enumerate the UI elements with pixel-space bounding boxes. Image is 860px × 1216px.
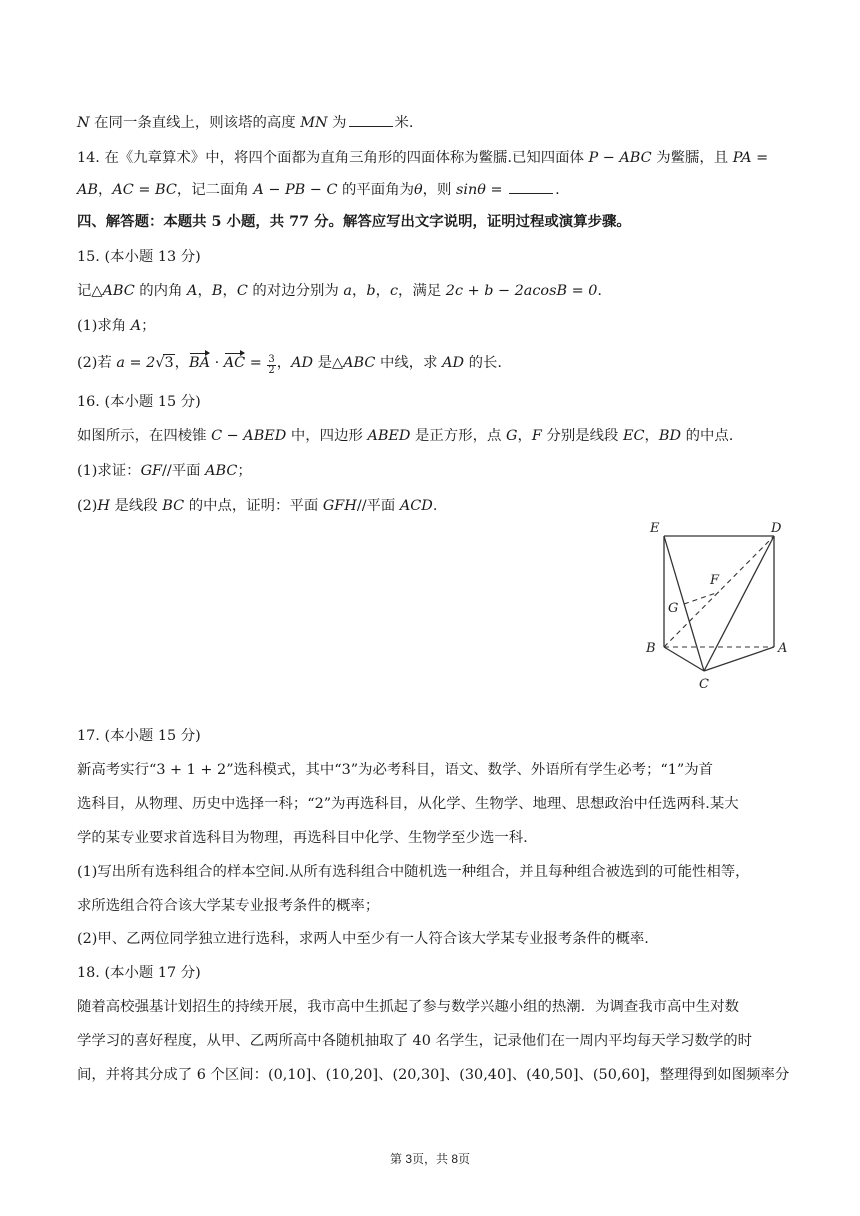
label-g: G (668, 601, 679, 616)
page-number: 第 3页，共 8页 (389, 1152, 471, 1166)
math: B (211, 283, 223, 299)
t: ，满足 (398, 283, 446, 299)
label-f: F (710, 573, 720, 588)
t: //平面 (356, 498, 400, 514)
q17-part-2: (2)甲、乙两位同学独立进行选科，求两人中至少有一人符合该大学某专业报考条件的概率. (77, 931, 649, 947)
t: ， (174, 355, 190, 371)
math: ABC (102, 283, 135, 299)
t: (1)求角 (77, 318, 131, 334)
math-n: N (77, 115, 90, 131)
denominator: 2 (268, 365, 275, 376)
q17-line-3: 学的某专业要求首选科目为物理，再选科目中化学、生物学至少选一科. (77, 830, 528, 846)
t: (2) (77, 498, 98, 514)
label-a: A (778, 641, 788, 656)
math: BC (162, 498, 185, 514)
q13-unit: 米. (394, 115, 414, 131)
t: ； (237, 463, 252, 479)
q16-part-1 (77, 461, 800, 481)
q15-stem (77, 281, 800, 301)
math: b (366, 283, 376, 299)
q14-text: 14. 在《九章算术》中，将四个面都为直角三角形的四面体称为鳖臑.已知四面体 (77, 150, 589, 166)
t: 分别是线段 (541, 428, 623, 444)
math: ABC (205, 463, 238, 479)
math-theta: θ (413, 182, 423, 198)
q16-header: 16. (本小题 15 分) (77, 394, 201, 410)
q14-text-4: 的平面角为 (337, 182, 414, 198)
q13-tail-line (77, 112, 800, 133)
vector-ba: BA (189, 355, 211, 371)
math: A (130, 318, 142, 334)
t: . (432, 498, 438, 514)
q14-line-2 (77, 179, 800, 200)
t: 的内角 (134, 283, 188, 299)
q14-line-1 (77, 148, 800, 168)
answer-blank-2 (509, 179, 553, 194)
math: AD (442, 355, 465, 371)
q17-part-1-line-1: (1)写出所有选科组合的样本空间.从所有选科组合中随机选一种组合，并且每种组合被选到的可能性相等， (77, 864, 750, 880)
q14-period: . (555, 182, 560, 198)
math: G (505, 428, 518, 444)
math: GFH (322, 498, 357, 514)
math-ac-bc: AC = BC (112, 182, 177, 198)
math: C (236, 283, 248, 299)
t: ， (222, 283, 237, 299)
sqrt-sign: √ (155, 355, 165, 371)
q18-line-2: 学学习的喜好程度，从甲、乙两所高中各随机抽取了 40 名学生，记录他们在一周内平均每天学习数学的时 (77, 1033, 753, 1049)
t: ， (351, 283, 367, 299)
math: ABED (367, 428, 411, 444)
q14-comma: ， (97, 182, 113, 198)
t: 是正方形，点 (410, 428, 506, 444)
q15-part-2 (77, 353, 800, 376)
q14-text-3: ，记二面角 (176, 182, 254, 198)
t: (2)若 (77, 355, 117, 371)
math: AD (291, 355, 314, 371)
label-b: B (646, 641, 656, 656)
math-p-abc: P − ABC (588, 150, 652, 166)
q17-header: 17. (本小题 15 分) (77, 728, 201, 744)
sqrt-radicand: 3 (164, 355, 174, 371)
t: 的长. (464, 355, 502, 371)
label-c: C (699, 677, 709, 691)
numerator: 3 (268, 354, 275, 365)
math-a-pb-c: A − PB − C (253, 182, 338, 198)
math-ab: AB (77, 182, 98, 198)
q16-stem (77, 426, 800, 446)
fraction (267, 355, 275, 376)
math: ABC (343, 355, 376, 371)
math: BD (658, 428, 682, 444)
t: 新高考实行“ (77, 762, 157, 778)
q17-line-1 (77, 760, 800, 780)
q14-text-2: 为鳖臑，且 (651, 150, 733, 166)
vector-ac: AC (223, 355, 246, 371)
math: a (343, 283, 352, 299)
math-pa: PA = (732, 150, 769, 166)
t: (1)求证： (77, 463, 141, 479)
t: 如图所示，在四棱锥 (77, 428, 212, 444)
math-equation: 2c + b − 2acosB = 0 (445, 283, 598, 299)
answer-blank (349, 112, 393, 127)
t: ， (197, 283, 212, 299)
t: 中线，求 (375, 355, 443, 371)
t: 中，四边形 (286, 428, 368, 444)
q18-header: 18. (本小题 17 分) (77, 965, 201, 981)
t: //平面 (162, 463, 206, 479)
math: C − ABED (211, 428, 287, 444)
t: 记△ (77, 283, 103, 299)
label-d: D (771, 521, 782, 536)
t: = (245, 355, 267, 371)
t: ， (644, 428, 659, 444)
math: 3 + 1 + 2 (156, 762, 227, 778)
math: GF (140, 463, 163, 479)
q17-line-2: 选科目，从物理、历史中选择一科；“2”为再选科目，从化学、生物学、地理、思想政治中任选两科.某大 (77, 796, 739, 812)
math-mn: MN (300, 115, 328, 131)
t: ， (276, 355, 292, 371)
t: 的中点，证明：平面 (184, 498, 323, 514)
math: ACD (399, 498, 433, 514)
math: H (97, 498, 110, 514)
t: 是线段 (109, 498, 163, 514)
t: . (597, 283, 602, 299)
q18-line-3: 间，并将其分成了 6 个区间：(0,10]、(10,20]、(20,30]、(30,40]、(40,50]、(50,60]，整理得到如图频率分 (77, 1067, 790, 1083)
t: ， (375, 283, 390, 299)
math: F (531, 428, 542, 444)
math: a = 2 (116, 355, 156, 371)
section-heading: 四、解答题：本题共 5 小题，共 77 分。解答应写出文字说明，证明过程或演算步骤。 (77, 213, 631, 230)
pyramid-figure (640, 516, 800, 691)
t: ”选科模式，其中“3”为必考科目，语文、数学、外语所有学生必考；“1”为首 (226, 762, 714, 778)
t: ； (141, 318, 156, 334)
q17-part-1-line-2: 求所选组合符合该大学某专业报考条件的概率； (77, 898, 380, 914)
q18-line-1: 随着高校强基计划招生的持续开展，我市高中生抓起了参与数学兴趣小组的热潮．为调查我市高中生对数 (77, 999, 739, 1015)
q13-text: 在同一条直线上，则该塔的高度 (89, 115, 301, 131)
t: ， (517, 428, 532, 444)
q15-part-1 (77, 316, 800, 336)
math: EC (622, 428, 645, 444)
math: A (187, 283, 198, 299)
label-e: E (650, 521, 660, 536)
math-sin-theta: sinθ = (456, 182, 508, 198)
t: 是△ (313, 355, 344, 371)
segment-gf-dashed (684, 592, 719, 604)
math: c (389, 283, 399, 299)
q13-text-2: 为 (327, 115, 347, 131)
dot: · (210, 355, 224, 371)
q16-part-2 (77, 496, 800, 516)
t: 的对边分别为 (247, 283, 344, 299)
t: 的中点. (681, 428, 734, 444)
q15-header: 15. (本小题 13 分) (77, 249, 201, 265)
q14-text-5: ，则 (422, 182, 457, 198)
